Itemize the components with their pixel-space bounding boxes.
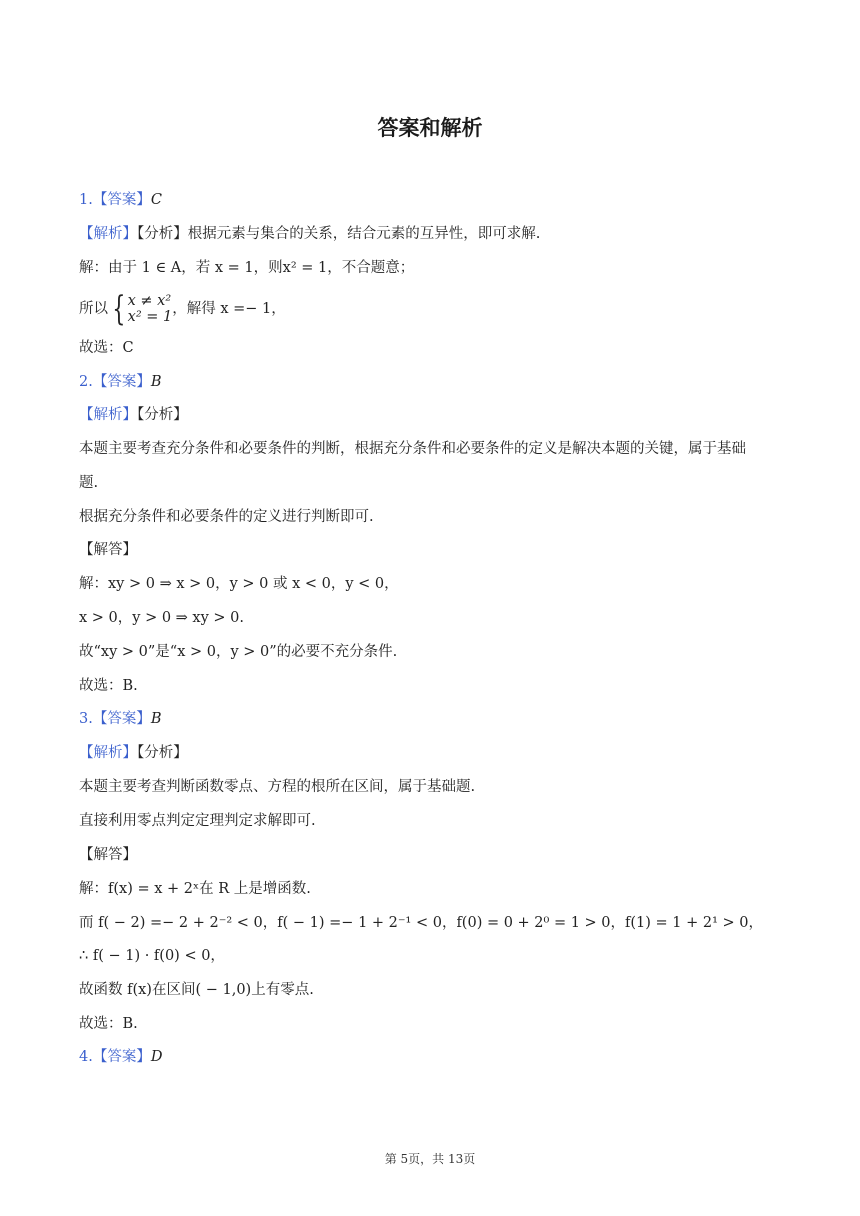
- system-prefix: 所以: [79, 301, 108, 317]
- text-line: [79, 224, 540, 244]
- line-text: 而 f( − 2) =− 2 + 2⁻² < 0，f( − 1) =− 1 + 2⁻¹ < 0，f(0) = 0 + 2⁰ = 1 > 0，f(1) = 1 + 2¹ > 0，: [79, 915, 764, 931]
- text-line: [79, 845, 137, 865]
- answer-label: 【解析】: [79, 407, 137, 423]
- line-text: 故“xy > 0”是“x > 0，y > 0”的必要不充分条件.: [79, 644, 398, 660]
- line-text: D: [150, 1049, 163, 1065]
- line-text: 故函数 f(x)在区间( − 1,0)上有零点.: [79, 982, 314, 998]
- line-text: 直接利用零点判定定理判定求解即可.: [79, 813, 316, 829]
- answer-label: 【解析】: [79, 226, 137, 242]
- equation-system-line: [79, 289, 286, 329]
- text-line: [79, 190, 162, 210]
- text-line: [79, 1047, 162, 1067]
- page-footer: 第 5页，共 13页: [384, 1152, 476, 1166]
- paragraph-line-3: 根据充分条件和必要条件的定义进行判断即可.: [79, 509, 374, 525]
- line-text: 故选：B.: [79, 1016, 138, 1032]
- text-line: [79, 372, 162, 392]
- paragraph-line-2: 题.: [79, 475, 99, 491]
- answer-label: 1.【答案】: [79, 192, 151, 208]
- answer-label: 【解析】: [79, 745, 137, 761]
- line-text: 解：xy > 0 ⇒ x > 0，y > 0 或 x < 0，y < 0，: [79, 576, 399, 592]
- text-line: [79, 946, 225, 966]
- text-line: [79, 338, 134, 358]
- line-text: C: [150, 192, 162, 208]
- line-text: x > 0，y > 0 ⇒ xy > 0.: [79, 610, 244, 626]
- text-line: [79, 879, 311, 899]
- answer-label: 4.【答案】: [79, 1049, 151, 1065]
- text-line: [79, 258, 414, 278]
- text-line: [79, 709, 162, 729]
- system-suffix: ，解得 x =− 1，: [172, 301, 286, 317]
- line-text: 【分析】: [137, 407, 188, 423]
- line-text: 故选：B.: [79, 678, 138, 694]
- text-line: [79, 676, 138, 696]
- analysis-paragraph: [79, 432, 779, 534]
- line-text: B: [150, 374, 162, 390]
- text-line: [79, 743, 188, 763]
- text-line: [79, 811, 316, 831]
- line-text: 解：由于 1 ∈ A，若 x = 1，则x² = 1，不合题意；: [79, 260, 415, 276]
- text-line: [79, 913, 763, 933]
- answer-label: 3.【答案】: [79, 711, 151, 727]
- text-line: [79, 608, 244, 628]
- text-line: [79, 777, 475, 797]
- line-text: 【解答】: [79, 542, 137, 558]
- line-text: 【解答】: [79, 847, 137, 863]
- line-text: 故选：C: [79, 340, 134, 356]
- text-line: [79, 980, 314, 1000]
- text-line: [79, 1014, 138, 1034]
- system-row-2: x² = 1: [127, 309, 173, 325]
- text-line: [79, 405, 188, 425]
- line-text: ∴ f( − 1) · f(0) < 0，: [79, 948, 225, 964]
- system-row-1: x ≠ x²: [127, 293, 172, 309]
- text-line: [79, 574, 399, 594]
- equation-system: { x ≠ x² x² = 1: [112, 289, 173, 329]
- line-text: 解：f(x) = x + 2ˣ在 R 上是增函数.: [79, 881, 311, 897]
- line-text: 【分析】根据元素与集合的关系，结合元素的互异性，即可求解.: [137, 226, 541, 242]
- page-title: 答案和解析: [377, 116, 483, 140]
- line-text: B: [150, 711, 162, 727]
- paragraph-line-1: 本题主要考查充分条件和必要条件的判断，根据充分条件和必要条件的定义是解决本题的关键，属于基础: [79, 441, 746, 457]
- line-text: 本题主要考查判断函数零点、方程的根所在区间，属于基础题.: [79, 779, 476, 795]
- text-line: [79, 540, 137, 560]
- line-text: 【分析】: [137, 745, 188, 761]
- text-line: [79, 642, 397, 662]
- answer-label: 2.【答案】: [79, 374, 151, 390]
